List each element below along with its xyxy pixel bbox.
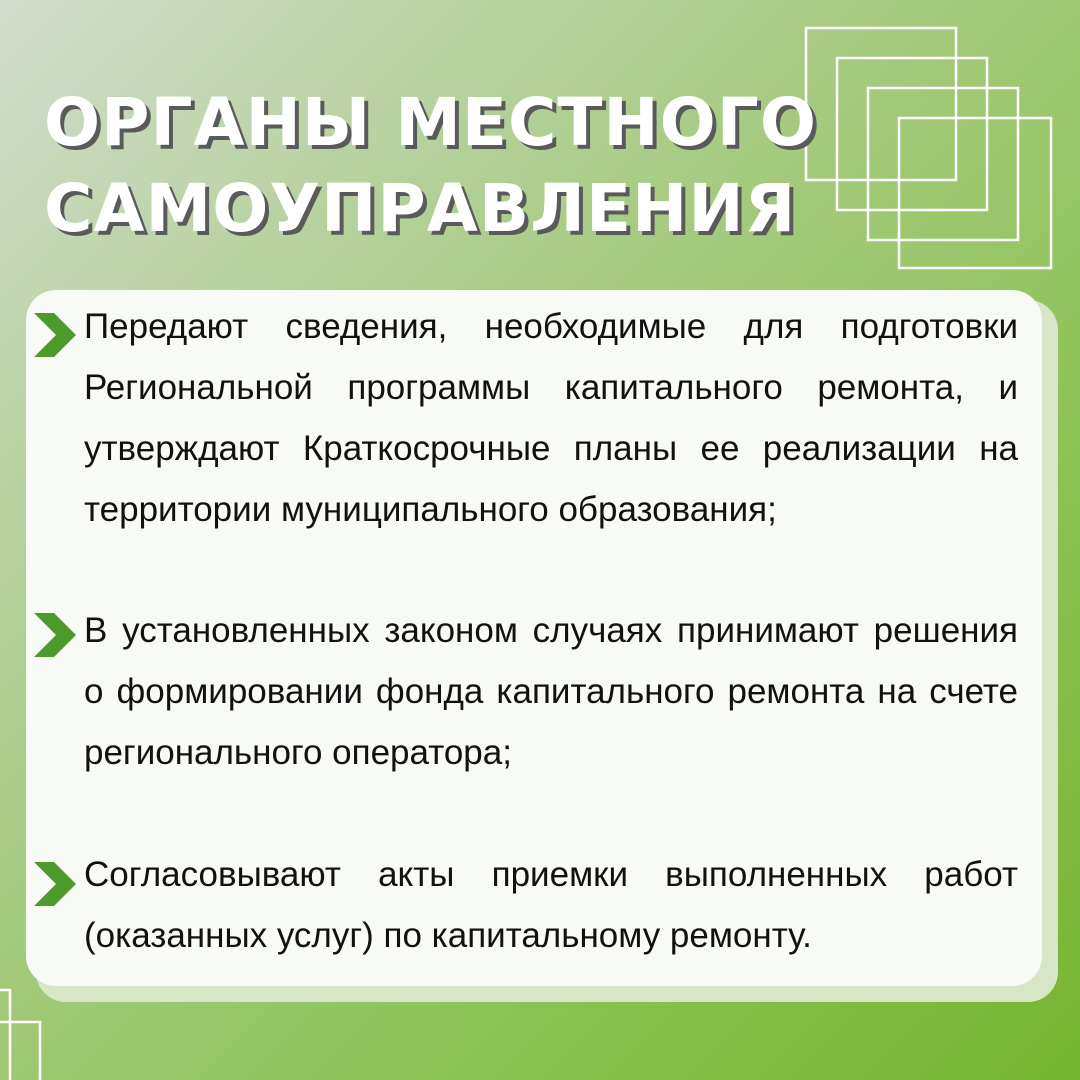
chevron-right-icon [32, 611, 78, 659]
frame-square-1 [806, 28, 956, 180]
page-title [44, 80, 817, 252]
list-item-1: Передают сведения, необходимые для подготовки Региональной программы капитального ремонта, и утверждают Краткосрочные планы ее реализации на территории муниципального образования; [84, 307, 1018, 529]
title-line-2: САМОУПРАВЛЕНИЯ [44, 170, 797, 247]
frame-square-3 [868, 88, 1018, 240]
frame-square-2 [837, 58, 987, 210]
frame-square-4 [899, 118, 1051, 268]
title-line-1: ОРГАНЫ МЕСТНОГО [44, 84, 817, 161]
frame-corner-1 [0, 990, 10, 1080]
list-item-3: Согласовывают акты приемки выполненных работ (оказанных услуг) по капитальному ремонту. [84, 855, 1018, 955]
frame-corner-2 [0, 1022, 40, 1080]
chevron-right-icon [32, 860, 78, 908]
list-item-2: В установленных законом случаях принимают решения о формировании фонда капитального ремонта на счете регионального оператора; [84, 611, 1018, 772]
chevron-right-icon [32, 311, 78, 359]
